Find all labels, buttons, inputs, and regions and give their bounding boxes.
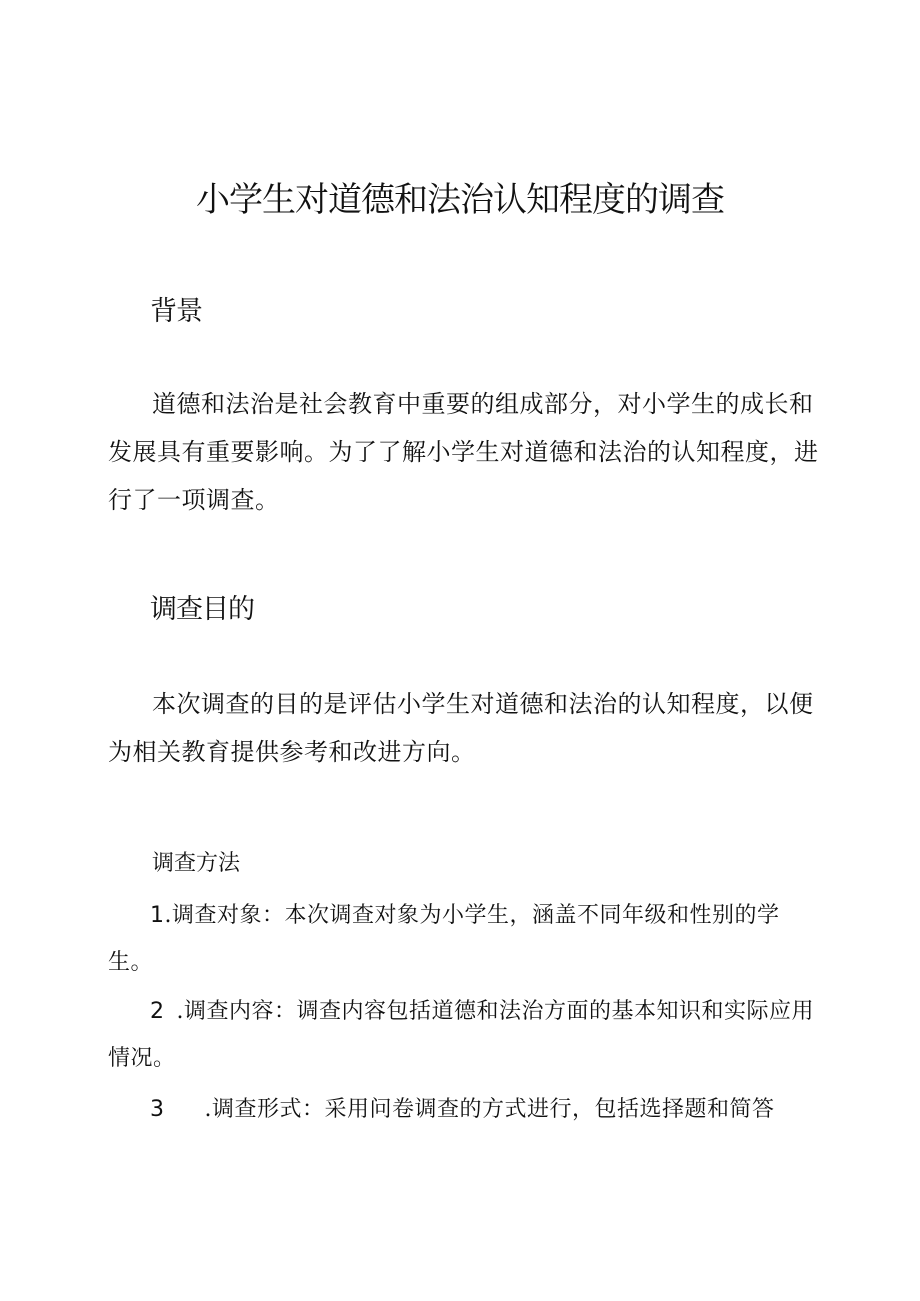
method-item-2: [108, 988, 824, 1082]
section-paragraph-purpose: 本次调查的目的是评估小学生对道德和法治的认知程度，以便为相关教育提供参考和改进方向。: [108, 690, 814, 766]
methods-heading: 调查方法: [152, 851, 241, 876]
method-item-number: 3: [150, 1097, 165, 1122]
method-item-number: 1: [150, 903, 165, 928]
section-heading-background: 背景: [150, 296, 202, 327]
method-item-3: [108, 1086, 824, 1133]
method-item-text: .调查形式：采用问卷调查的方式进行，包括选择题和简答: [204, 1097, 775, 1122]
section-heading-purpose: 调查目的: [150, 594, 254, 625]
section-paragraph-background: 道德和法治是社会教育中重要的组成部分，对小学生的成长和发展具有重要影响。为了了解小学生对道德和法治的认知程度，进行了一项调查。: [108, 390, 819, 514]
method-item-1: [108, 892, 824, 986]
document-title: 小学生对道德和法治认知程度的调查: [196, 180, 724, 220]
method-item-number: 2: [150, 999, 165, 1024]
method-item-text: .调查对象：本次调查对象为小学生，涵盖不同年级和性别的学生。: [108, 903, 780, 975]
method-item-text: .调查内容：调查内容包括道德和法治方面的基本知识和实际应用情况。: [108, 999, 814, 1071]
